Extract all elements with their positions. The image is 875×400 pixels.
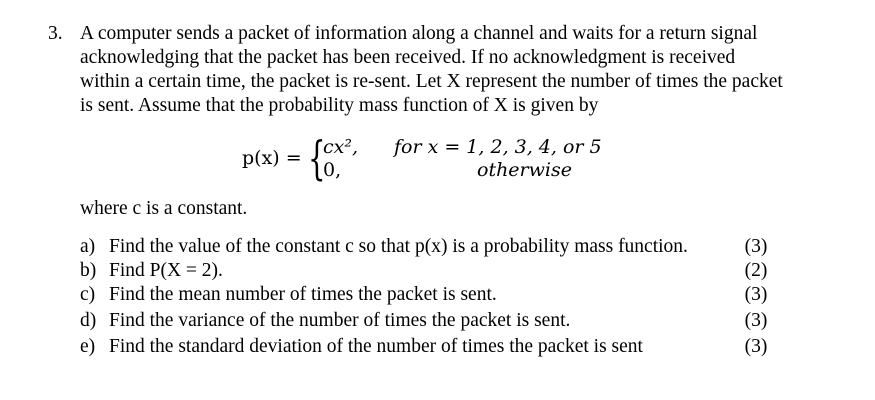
question-stem-line-3: within a certain time, the packet is re-sent. Let X represent the number of times the packet [80, 71, 783, 92]
pmf-case1-value: cx², [323, 136, 359, 158]
part-e-text: Find the standard deviation of the number of times the packet is sent [109, 336, 643, 357]
part-b-label: b) [80, 260, 97, 281]
part-c-text: Find the mean number of times the packet is sent. [109, 284, 497, 305]
part-c-marks: (3) [744, 284, 768, 305]
part-d-marks: (3) [744, 310, 768, 331]
pmf-case2-condition: otherwise [477, 159, 572, 181]
part-e-label: e) [80, 336, 96, 357]
pmf-lhs: p(x) = [242, 147, 302, 169]
part-c-label: c) [80, 284, 96, 305]
pmf-case1-condition: for x = 1, 2, 3, 4, or 5 [394, 136, 602, 158]
part-a-label: a) [80, 236, 96, 257]
question-stem-line-2: acknowledging that the packet has been received. If no acknowledgment is received [80, 47, 736, 68]
constant-note: where c is a constant. [80, 198, 248, 219]
pmf-brace: { [308, 131, 326, 185]
pmf-case2-value: 0, [323, 159, 342, 181]
part-e-marks: (3) [744, 336, 768, 357]
part-b-text: Find P(X = 2). [109, 260, 223, 281]
part-b-marks: (2) [744, 260, 768, 281]
part-d-label: d) [80, 310, 97, 331]
part-d-text: Find the variance of the number of times the packet is sent. [109, 310, 571, 331]
question-number: 3. [48, 23, 63, 44]
question-stem-line-4: is sent. Assume that the probability mass function of X is given by [80, 95, 599, 116]
question-stem-line-1: A computer sends a packet of information along a channel and waits for a return signal [80, 23, 758, 44]
part-a-marks: (3) [744, 236, 768, 257]
part-a-text: Find the value of the constant c so that p(x) is a probability mass function. [109, 236, 688, 257]
